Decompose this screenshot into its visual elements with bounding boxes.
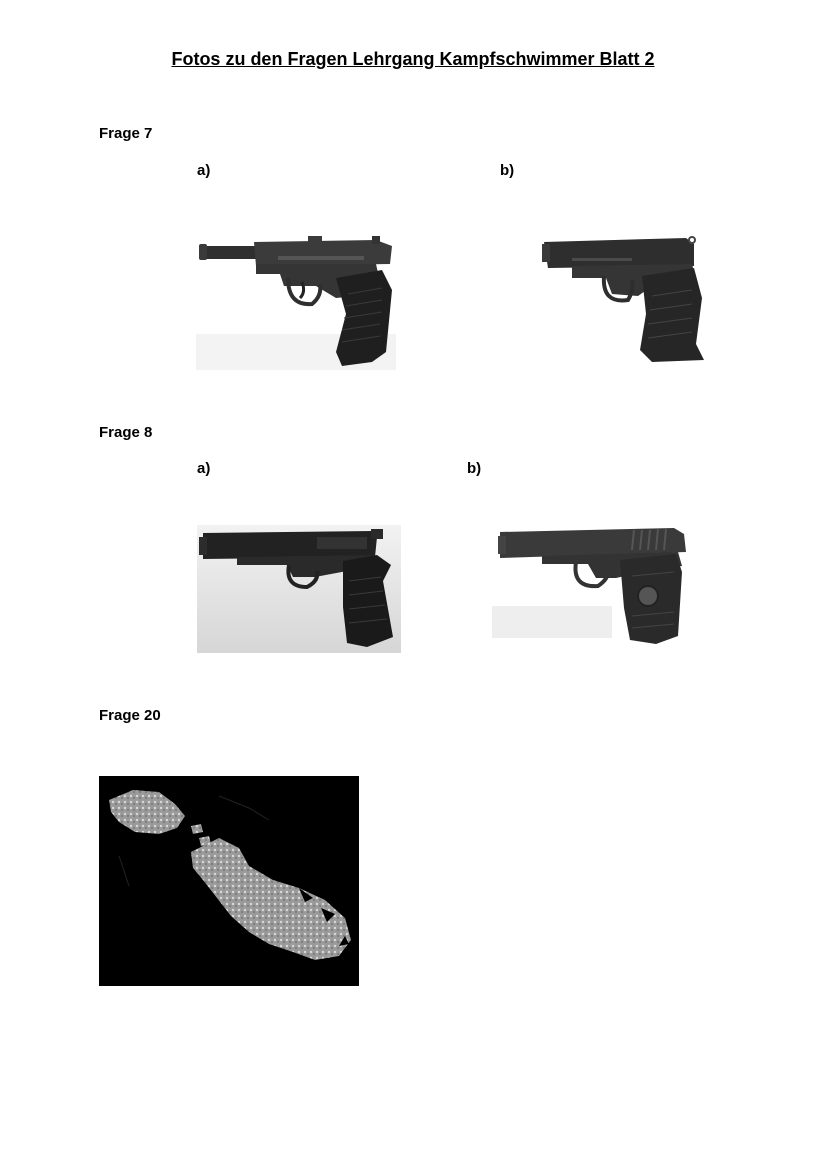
question-label: Frage 8 [99,424,153,441]
question-label: Frage 20 [99,707,161,724]
satellite-map-photo [99,776,359,986]
question-label: Frage 7 [99,125,153,142]
option-label: a) [197,162,211,179]
option-label: a) [197,460,211,477]
pistol-photo [196,234,396,374]
option-label: b) [467,460,482,477]
page-title: Fotos zu den Fragen Lehrgang Kampfschwimmer Blatt 2 [171,49,655,69]
pistol-photo [542,234,706,374]
option-label: b) [500,162,515,179]
pistol-photo [492,520,694,650]
pistol-photo [197,525,401,653]
